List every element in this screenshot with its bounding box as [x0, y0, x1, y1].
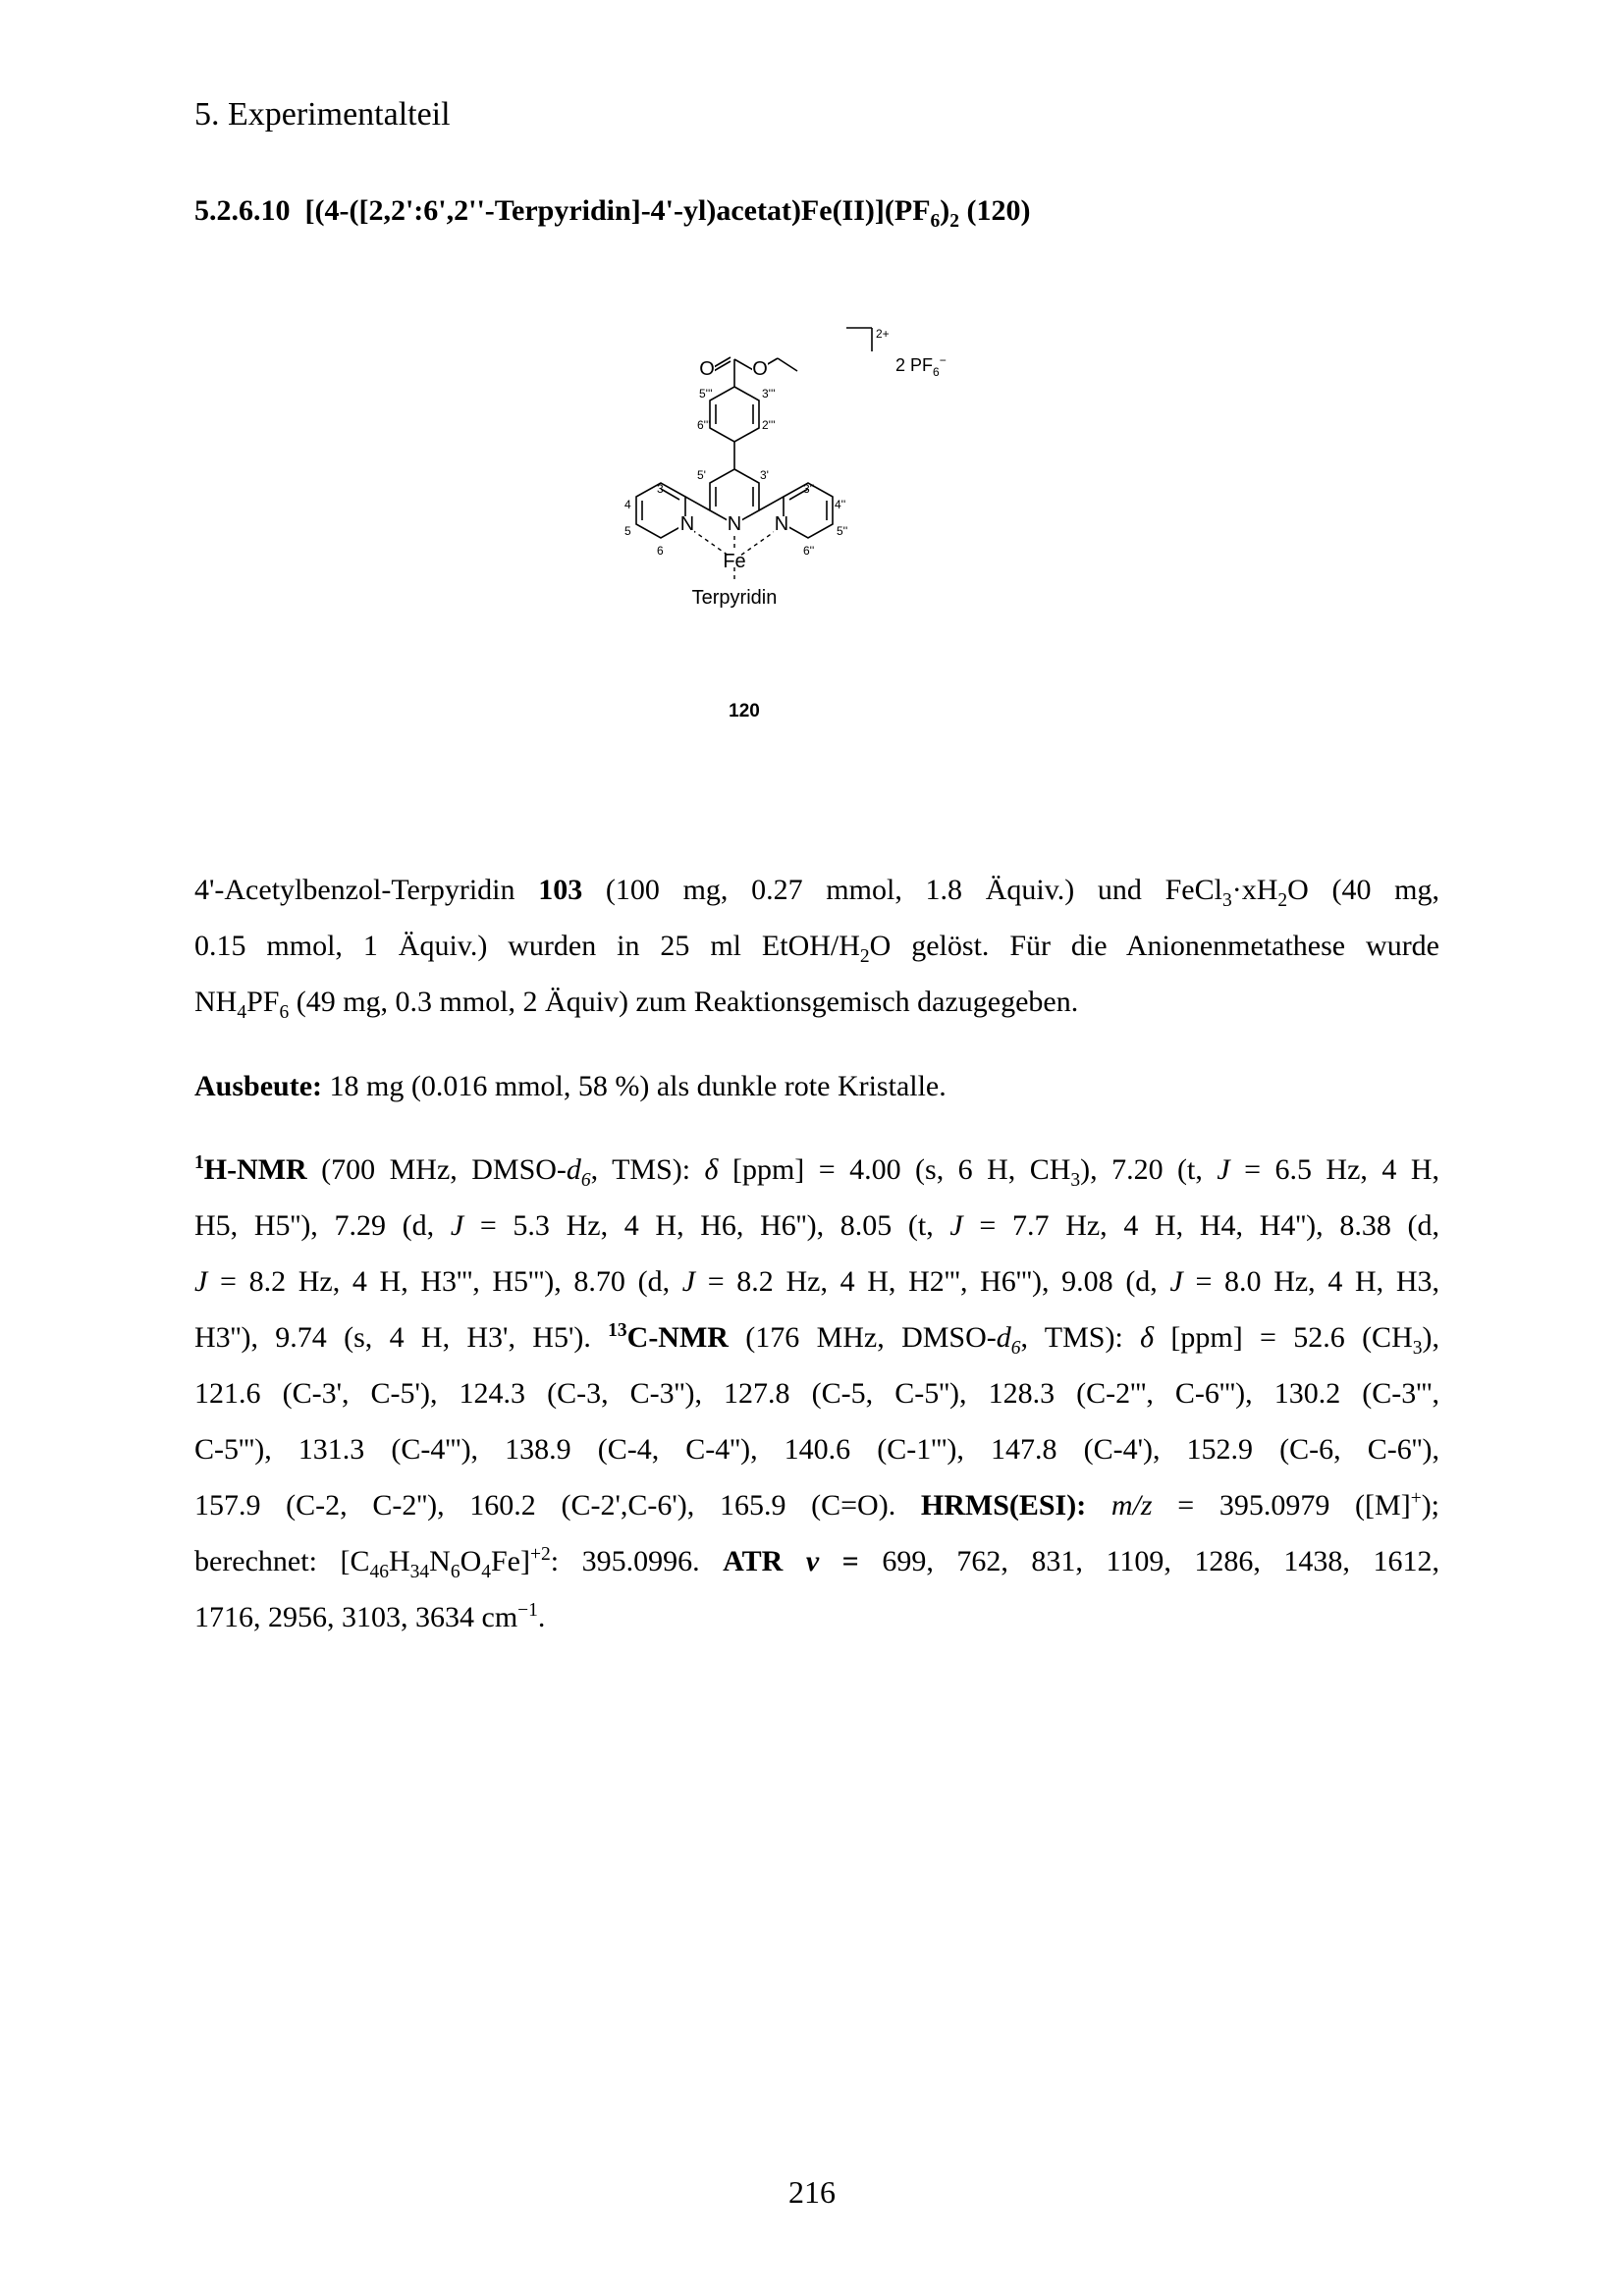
subscript: 4	[481, 1562, 491, 1582]
text-run: = 8.0 Hz, 4 H, H3,	[1182, 1265, 1439, 1298]
text-run: = 5.3 Hz, 4 H, H6, H6''), 8.05 (t,	[463, 1209, 950, 1242]
text-run: berechnet: [C	[194, 1545, 370, 1577]
method-label: C-NMR	[626, 1321, 729, 1354]
subscript: 46	[369, 1562, 389, 1582]
text-run: H3''), 9.74 (s, 4 H, H3', H5').	[194, 1321, 609, 1354]
text-run: = 395.0979 ([M]	[1152, 1489, 1411, 1522]
ligand-label: Terpyridin	[691, 587, 778, 609]
text-run: );	[1421, 1489, 1440, 1522]
text-run: (100 mg, 0.27 mmol, 1.8 Äquiv.) und FeCl	[582, 874, 1222, 906]
superscript: +	[1410, 1488, 1422, 1509]
text-run: ), 7.20 (t,	[1080, 1153, 1218, 1186]
italic-run: d	[566, 1153, 581, 1186]
text-run: H	[388, 1545, 410, 1577]
subscript: 2	[1277, 890, 1288, 911]
position-label: 6'''	[697, 418, 711, 432]
counterion-label: 2 $PF_6^-$	[895, 353, 947, 379]
italic-run: J	[450, 1209, 464, 1242]
italic-run: J	[1169, 1265, 1183, 1298]
position-label: 5	[624, 524, 631, 538]
text-run: PF	[246, 986, 280, 1018]
subscript: 3	[1070, 1170, 1081, 1191]
method-label: =	[819, 1545, 859, 1577]
italic-run: δ	[704, 1153, 719, 1186]
text-run: [ppm] = 52.6 (CH	[1154, 1321, 1413, 1354]
italic-run: J	[949, 1209, 963, 1242]
text-run: 699, 762, 831, 1109, 1286, 1438, 1612,	[858, 1545, 1439, 1577]
running-header: 5. Experimentalteil	[194, 96, 451, 133]
yield-text: 18 mg (0.016 mmol, 58 %) als dunkle rote Kristalle.	[322, 1070, 947, 1102]
atom-label: O	[699, 358, 715, 380]
subscript: 6	[580, 1170, 591, 1191]
position-label: 6	[657, 544, 664, 558]
text-run: = 6.5 Hz, 4 H,	[1229, 1153, 1439, 1186]
yield-paragraph	[194, 1058, 1439, 1114]
text-run: 157.9 (C-2, C-2''), 160.2 (C-2',C-6'), 165.9 (C=O).	[194, 1489, 921, 1522]
text-run: O	[460, 1545, 482, 1577]
text-run: N	[429, 1545, 451, 1577]
method-label: H-NMR	[203, 1153, 307, 1186]
atom-label: N	[679, 513, 695, 535]
italic-run: ν	[805, 1545, 820, 1577]
text-run: (49 mg, 0.3 mmol, 2 Äquiv) zum Reaktionsgemisch dazugegeben.	[289, 986, 1079, 1018]
text-run: (176 MHz, DMSO-	[728, 1321, 997, 1354]
compound-ref: 103	[538, 874, 583, 906]
text-run: NH	[194, 986, 238, 1018]
text-run: 121.6 (C-3', C-5'), 124.3 (C-3, C-3''), 127.8 (C-5, C-5''), 128.3 (C-2''', C-6'''), 130.2 (C-3''',	[194, 1377, 1439, 1410]
compound-number: 120	[729, 701, 760, 721]
superscript: +2	[529, 1544, 551, 1565]
superscript: −1	[517, 1600, 538, 1621]
position-label: 4''	[835, 498, 846, 511]
position-label: 5'	[697, 468, 706, 482]
text-run	[1086, 1489, 1111, 1522]
analysis-paragraph	[194, 1142, 1439, 1645]
italic-run: m/z	[1110, 1489, 1153, 1522]
section-title-part: [(4-([2,2':6',2''-Terpyridin]-4'-yl)acetat)Fe(II)](PF	[304, 194, 931, 227]
italic-run: J	[1217, 1153, 1230, 1186]
subscript: 3	[1412, 1338, 1423, 1359]
text-run: C-5'''), 131.3 (C-4'''), 138.9 (C-4, C-4''), 140.6 (C-1'''), 147.8 (C-4'), 152.9 (C-6, C-6''),	[194, 1433, 1439, 1466]
atom-label: N	[774, 513, 789, 535]
structure-figure	[550, 324, 1060, 736]
text-run: (700 MHz, DMSO-	[306, 1153, 567, 1186]
subscript: 34	[409, 1562, 430, 1582]
italic-run: d	[996, 1321, 1011, 1354]
superscript: 13	[608, 1320, 627, 1341]
text-run: O (40 mg,	[1287, 874, 1440, 906]
position-label: 4	[624, 498, 631, 511]
position-label: 6''	[803, 544, 815, 558]
page-number: 216	[788, 2174, 836, 2210]
italic-run: J	[681, 1265, 696, 1298]
text-run: , TMS):	[590, 1153, 705, 1186]
text-run: 1716, 2956, 3103, 3634 cm	[194, 1601, 518, 1633]
text-run: , TMS):	[1020, 1321, 1141, 1354]
charge-label: 2+	[876, 327, 890, 341]
structure-diagram	[550, 324, 1060, 736]
text-run: Fe]	[490, 1545, 530, 1577]
subscript: 2	[859, 946, 870, 967]
text-run: = 7.7 Hz, 4 H, H4, H4''), 8.38 (d,	[962, 1209, 1440, 1242]
subscript: 6	[450, 1562, 460, 1582]
text-run: ·xH	[1231, 874, 1278, 906]
position-label: 3	[657, 482, 664, 496]
text-run: [ppm] = 4.00 (s, 6 H, CH	[718, 1153, 1071, 1186]
atom-label: Fe	[723, 551, 746, 572]
subscript: 3	[1221, 890, 1232, 911]
italic-run: J	[194, 1265, 208, 1298]
text-run: : 395.0996.	[550, 1545, 724, 1577]
method-label: ATR	[723, 1545, 806, 1577]
section-number: 5.2.6.10	[194, 194, 291, 227]
method-label: HRMS(ESI):	[920, 1489, 1087, 1522]
position-label: 2'''	[762, 418, 776, 432]
text-run: = 8.2 Hz, 4 H, H3''', H5'''), 8.70 (d,	[207, 1265, 682, 1298]
section-title-part: )	[940, 194, 950, 227]
position-label: 5'''	[699, 387, 713, 400]
procedure-paragraph	[194, 862, 1439, 1030]
text-run: ),	[1422, 1321, 1439, 1354]
subscript: 6	[279, 1002, 290, 1023]
italic-run: δ	[1140, 1321, 1155, 1354]
subscript: 4	[237, 1002, 247, 1023]
atom-label: N	[727, 513, 742, 535]
yield-label: Ausbeute:	[194, 1070, 323, 1102]
text-run: O gelöst. Für die Anionenmetathese wurde	[869, 930, 1439, 962]
text-run: = 8.2 Hz, 4 H, H2''', H6'''), 9.08 (d,	[695, 1265, 1170, 1298]
text-run: .	[537, 1601, 546, 1633]
atom-label: O	[752, 358, 768, 380]
position-label: 3'	[760, 468, 769, 482]
section-title-sub: 6	[930, 211, 941, 232]
position-label: 3'''	[762, 387, 776, 400]
subscript: 6	[1010, 1338, 1021, 1359]
position-label: 5''	[837, 524, 848, 538]
text-run: 0.15 mmol, 1 Äquiv.) wurden in 25 ml EtOH/H	[194, 930, 860, 962]
text-run: H5, H5''), 7.29 (d,	[194, 1209, 451, 1242]
position-label: 3''	[803, 482, 815, 496]
section-title-part: (120)	[959, 194, 1031, 227]
superscript: 1	[194, 1152, 204, 1173]
section-title-sub: 2	[949, 211, 960, 232]
text-run: 4'-Acetylbenzol-Terpyridin	[194, 874, 539, 906]
section-heading	[194, 194, 1031, 232]
